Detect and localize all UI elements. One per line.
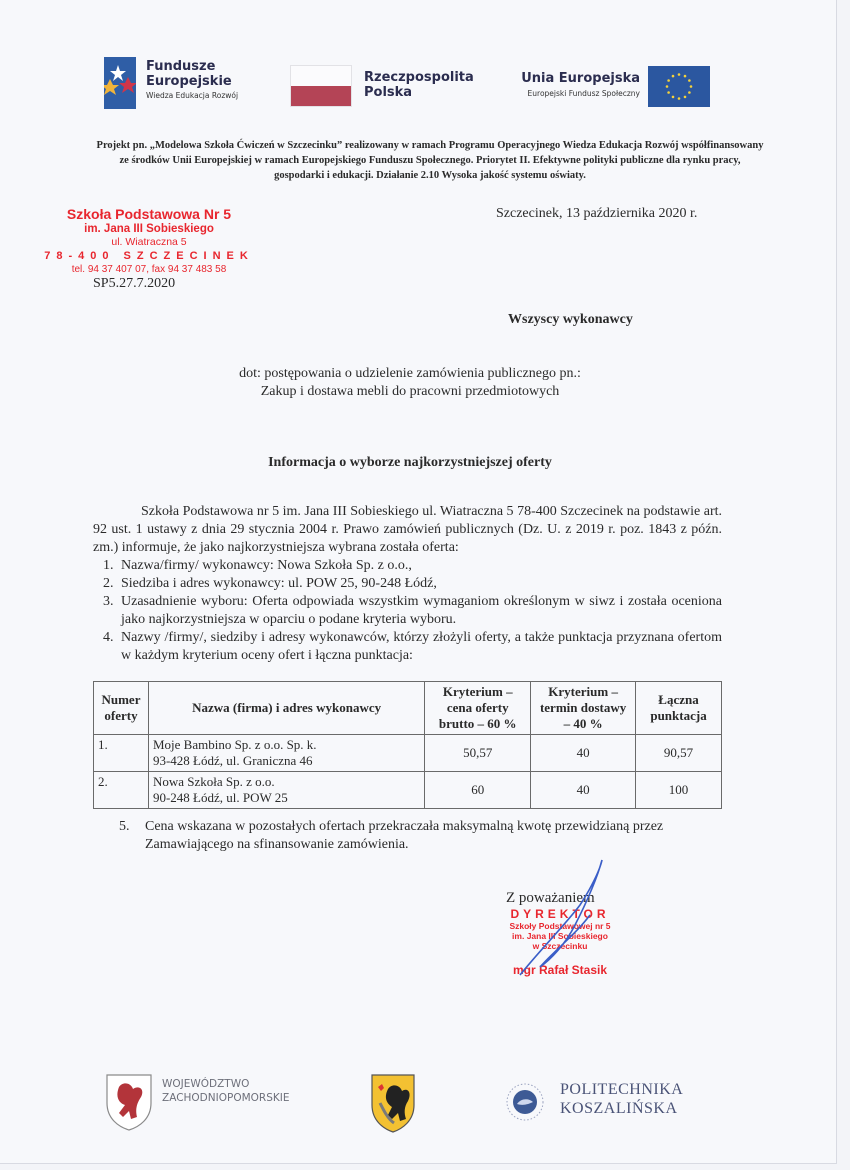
logo-line: Fundusze xyxy=(146,59,216,74)
item-text: Cena wskazana w pozostałych ofertach przekraczała maksymalną kwotę przewidzianą przez Zamawiającego na sfinansowanie zamówienia. xyxy=(145,819,664,852)
logo-line: Rzeczpospolita xyxy=(364,70,474,85)
list-item xyxy=(93,629,722,665)
stamp-line: im. Jana III Sobieskiego xyxy=(84,223,214,235)
total-score: 100 xyxy=(636,772,722,809)
eu-star-icon xyxy=(684,75,687,78)
price-score: 60 xyxy=(425,772,531,809)
table-header-row xyxy=(94,682,722,735)
intro-paragraph: Szkoła Podstawowa nr 5 im. Jana III Sobieskiego ul. Wiatraczna 5 78-400 Szczecinek na podstawie art. 92 ust. 1 ustawy z dnia 29 stycznia 2004 r. Prawo zamówień publicznych (Dz. U. z 2019 r. poz. 1843 z późn. zm.) informuje, że jako najkorzystniejsza wybrana została oferta: xyxy=(93,504,722,555)
item-number: 1. xyxy=(103,558,114,573)
rzeczpospolita-polska-text xyxy=(364,70,474,100)
item-number: 2. xyxy=(103,576,114,591)
item-text: Uzasadnienie wyboru: Oferta odpowiada wszystkim wymaganiom określonym w siwz i została oceniona jako najkorzystniejsza w oparciu o podane kryteria wyboru. xyxy=(121,594,722,627)
university-line: KOSZALIŃSKA xyxy=(560,1100,678,1117)
stamp-line: 78-400 SZCZECINEK xyxy=(44,250,254,262)
region-line: WOJEWÓDZTWO xyxy=(162,1078,250,1090)
list-item xyxy=(93,593,722,629)
table-row xyxy=(94,735,722,772)
list-item xyxy=(93,557,722,575)
subject-line: Zakup i dostawa mebli do pracowni przedmiotowych xyxy=(260,384,560,399)
school-stamp xyxy=(40,206,258,276)
delivery-score: 40 xyxy=(531,772,636,809)
eu-star-icon xyxy=(690,85,693,88)
item-text: Nazwy /firmy/, siedziby i adresy wykonawców, którzy złożyli oferty, a także punktacja przyznana ofertom w każdym kryterium oceny ofert i łączna punktacja: xyxy=(121,630,722,663)
subject-line: dot: postępowania o udzielenie zamówienia publicznego pn.: xyxy=(239,366,581,381)
column-header: Kryterium – cena oferty brutto – 60 % xyxy=(425,682,531,735)
university-line: POLITECHNIKA xyxy=(560,1081,684,1098)
politechnika-koszalinska-logo-icon xyxy=(505,1082,545,1122)
delivery-score: 40 xyxy=(531,735,636,772)
document-title: Informacja o wyborze najkorzystniejszej oferty xyxy=(268,455,552,470)
eu-star-icon xyxy=(678,97,681,100)
logo-line: Europejskie xyxy=(146,74,232,89)
table-row xyxy=(94,772,722,809)
unia-europejska-text xyxy=(508,71,640,98)
point-5 xyxy=(93,818,722,854)
eu-star-icon xyxy=(684,96,687,99)
fundusze-europejskie-logo-icon xyxy=(104,57,136,109)
fundusze-europejskie-text xyxy=(146,59,238,100)
region-line: ZACHODNIOPOMORSKIE xyxy=(162,1092,290,1104)
eu-star-icon xyxy=(672,75,675,78)
letter-body xyxy=(93,503,722,665)
stamp-line: ul. Wiatraczna 5 xyxy=(111,236,187,248)
eu-flag-icon xyxy=(648,66,710,107)
logo-line: Unia Europejska xyxy=(521,71,640,86)
item-number: 5. xyxy=(119,819,130,834)
logo-line: Polska xyxy=(364,85,413,100)
points-list xyxy=(93,557,722,665)
subject xyxy=(220,365,600,401)
column-header: Kryterium – termin dostawy – 40 % xyxy=(531,682,636,735)
offer-number: 1. xyxy=(94,735,149,772)
university-name xyxy=(560,1080,683,1118)
price-score: 50,57 xyxy=(425,735,531,772)
list-item xyxy=(93,575,722,593)
stamp-line: tel. 94 37 407 07, fax 94 37 483 58 xyxy=(71,264,227,275)
eu-star-icon xyxy=(688,79,691,82)
column-header: Łączna punktacja xyxy=(636,682,722,735)
eu-star-icon xyxy=(666,85,669,88)
eu-star-icon xyxy=(672,96,675,99)
eu-star-icon xyxy=(667,79,670,82)
letter-date: Szczecinek, 13 października 2020 r. xyxy=(496,206,698,221)
offer-number: 2. xyxy=(94,772,149,809)
eu-star-icon xyxy=(678,73,681,76)
handwritten-signature-icon xyxy=(480,855,640,985)
signoff: Z poważaniem xyxy=(506,890,595,906)
column-header: Nazwa (firma) i adres wykonawcy xyxy=(148,682,424,735)
eu-star-icon xyxy=(667,91,670,94)
stamp-line: im. Jana III Sobieskiego xyxy=(512,931,608,941)
item-text: Nazwa/firmy/ wykonawcy: Nowa Szkoła Sp. z o.o., xyxy=(121,558,412,573)
item-number: 3. xyxy=(103,594,114,609)
offers-table xyxy=(93,681,722,809)
county-crest-icon xyxy=(370,1073,416,1133)
contractor-address: 90-248 Łódź, ul. POW 25 xyxy=(152,790,288,805)
project-note: Projekt pn. „Modelowa Szkoła Ćwiczeń w Szczecinku” realizowany w ramach Programu Operacyjnego Wiedza Edukacja Rozwój współfinansowany ze środków Unii Europejskiej w ramach Europejskiego Funduszu Społecznego. Priorytet II. Efektywne polityki publiczne dla rynku pracy, gospodarki i edukacji. Działanie 2.10 Wysoka jakość systemu oświaty. xyxy=(96,140,764,181)
zachodniopomorskie-crest-icon xyxy=(105,1073,153,1131)
eu-star-icon xyxy=(688,91,691,94)
offer-contractor xyxy=(148,772,424,809)
column-header: Numer oferty xyxy=(94,682,149,735)
stamp-line: w Szczecinku xyxy=(532,941,588,951)
reference-number: SP5.27.7.2020 xyxy=(93,276,176,291)
stamp-line: Szkoły Podstawowej nr 5 xyxy=(509,921,611,931)
polish-flag-icon xyxy=(290,65,352,107)
stamp-title: DYREKTOR xyxy=(510,907,610,921)
contractor-name: Moje Bambino Sp. z o.o. Sp. k. xyxy=(152,737,317,752)
total-score: 90,57 xyxy=(636,735,722,772)
recipient: Wszyscy wykonawcy xyxy=(508,312,633,327)
contractor-address: 93-428 Łódź, ul. Graniczna 46 xyxy=(152,753,313,768)
logo-subtitle: Wiedza Edukacja Rozwój xyxy=(146,91,239,100)
logo-subtitle: Europejski Fundusz Społeczny xyxy=(527,89,640,98)
stamp-line: Szkoła Podstawowa Nr 5 xyxy=(66,206,232,222)
contractor-name: Nowa Szkoła Sp. z o.o. xyxy=(152,774,275,789)
region-name xyxy=(162,1077,289,1105)
director-name: mgr Rafał Stasik xyxy=(512,963,608,977)
item-text: Siedziba i adres wykonawcy: ul. POW 25, 90-248 Łódź, xyxy=(121,576,437,591)
item-number: 4. xyxy=(103,630,114,645)
offer-contractor xyxy=(148,735,424,772)
